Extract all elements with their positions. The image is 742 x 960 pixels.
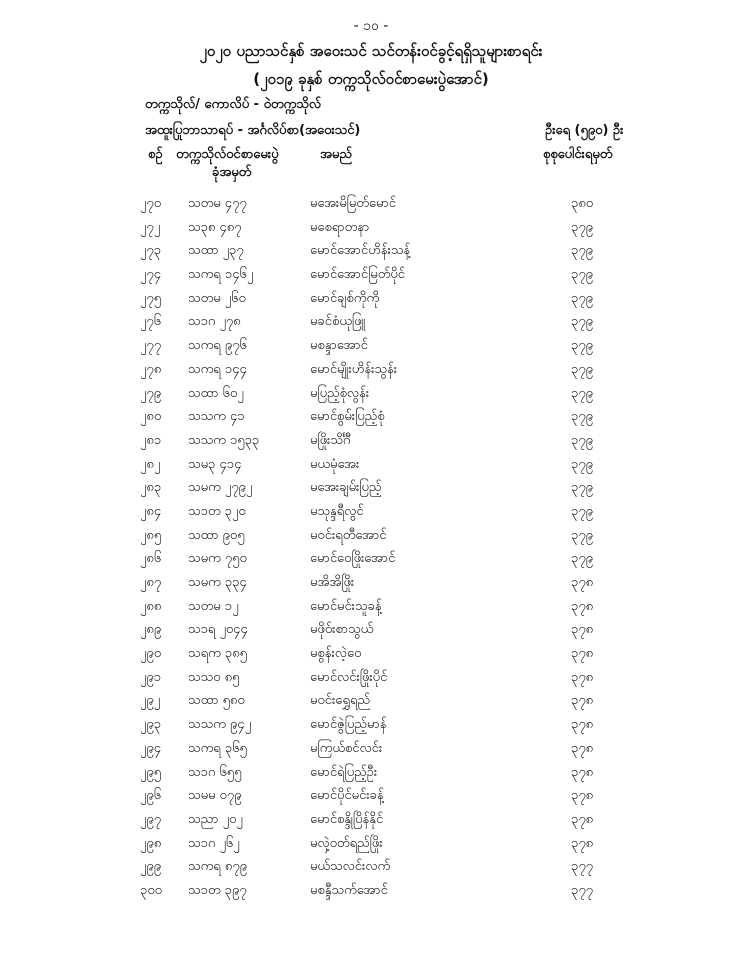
roll-number: သတမ ၂၆၀: [188, 290, 246, 306]
row-number: ၂၉၉: [140, 859, 162, 875]
student-name: မခင်စံယုဖြူ: [310, 314, 366, 330]
total-score: ၃၇၈: [571, 598, 594, 614]
table-row: [0, 858, 742, 882]
table-row: [0, 621, 742, 645]
header-no: စဉ်: [148, 147, 163, 162]
subject-line: အထူးပြုဘာသာရပ် - အင်္ဂလိပ်စာ(အဝေးသင်): [145, 123, 361, 138]
student-name: မအေးချမ်းပြည့်: [310, 480, 382, 496]
table-row: [0, 882, 742, 906]
roll-number: သညာ ၂၀၂: [188, 811, 243, 827]
total-score: ၃၇၈: [571, 646, 594, 662]
student-name: မစန္ဒာအောင်: [310, 338, 368, 354]
student-name: မောင်မျိုးဟိန်းသွန်း: [310, 361, 398, 377]
table-row: [0, 242, 742, 266]
total-score: ၃၇၈: [571, 622, 594, 638]
student-name: မကြယ်စင်လင်း: [310, 740, 383, 756]
row-number: ၂၉၂: [140, 693, 161, 709]
total-score: ၃၇၉: [571, 551, 593, 567]
roll-number: သထာ ၆၀၂: [188, 385, 244, 401]
total-score: ၃၇၈: [571, 764, 594, 780]
results-list: [0, 195, 742, 906]
row-number: ၂၉၆: [140, 788, 162, 804]
table-row: [0, 764, 742, 788]
roll-number: သထာ ၂၃၇: [188, 243, 244, 259]
row-number: ၂၇၇: [140, 338, 162, 354]
total-score: ၃၇၈: [571, 740, 594, 756]
total-score: ၃၇၉: [571, 267, 593, 283]
table-row: [0, 337, 742, 361]
total-score: ၃၇၉: [571, 480, 593, 496]
student-name: မပြည့်စုံလွန်း: [310, 385, 370, 401]
total-score: ၃၇၈: [571, 788, 594, 804]
row-number: ၂၈၈: [140, 598, 162, 614]
table-row: [0, 716, 742, 740]
row-number: ၂၉၀: [140, 646, 162, 662]
table-row: [0, 645, 742, 669]
min-score-line: ဦးရေ (၅၉၀) ဦး: [545, 123, 624, 138]
table-row: [0, 527, 742, 551]
roll-number: သကရ ၈၇၉: [188, 859, 247, 875]
total-score: ၃၇၈: [571, 835, 594, 851]
table-row: [0, 503, 742, 527]
total-score: ၃၇၈: [571, 575, 594, 590]
total-score: ၃၈၀: [571, 196, 594, 211]
roll-number: သရက ၃၈၅: [188, 646, 247, 662]
student-name: မောင်ရဲပြည့်ဦး: [310, 764, 378, 780]
total-score: ၃၇၉: [571, 456, 593, 472]
total-score: ၃၇၈: [571, 717, 594, 733]
document-title: ၂၀၂၀ ပညာသင်နှစ် အဝေးသင် သင်တန်းဝင်ခွင့်ရရှိသူများစာရင်း: [199, 42, 543, 60]
row-number: ၂၇၉: [140, 385, 162, 401]
row-number: ၂၇၈: [140, 361, 162, 377]
row-number: ၂၇၄: [140, 267, 162, 283]
table-row: [0, 385, 742, 409]
header-score: စုစုပေါင်းရမှတ်: [543, 147, 613, 162]
total-score: ၃၇၈: [571, 693, 594, 709]
roll-number: သ၁ဂ ၂၆၂: [188, 835, 240, 851]
row-number: ၂၉၇: [140, 811, 162, 827]
roll-number: သထာ ၉၀၅: [188, 527, 245, 543]
total-score: ၃၇၉: [571, 361, 593, 377]
roll-number: သကရ ၁၄၄: [188, 361, 247, 377]
row-number: ၂၉၅: [140, 764, 162, 780]
table-row: [0, 313, 742, 337]
roll-number: သကရ ၉၇၆: [188, 338, 247, 354]
student-name: မစေရာတနာ: [310, 219, 370, 235]
roll-number: သသက ၉၄၂: [188, 717, 252, 733]
total-score: ၃၇၉: [571, 385, 593, 401]
student-name: မစွန်းလဲ့ဝေ: [310, 646, 362, 662]
roll-number: သ၁ဂ ၂၇၈: [188, 314, 241, 330]
student-name: မောင်အောင်ဟိန်းသန့်: [310, 243, 411, 259]
row-number: ၂၈၀: [140, 409, 162, 425]
total-score: ၃၇၉: [571, 409, 593, 425]
page-number: - ၁၀ -: [353, 18, 389, 34]
student-name: မဝင်းရွှေရည်: [310, 693, 371, 709]
roll-number: သမ၃ ၄၁၄: [188, 456, 242, 472]
header-roll: တက္ကသိုလ်ဝင်စာမေးပွဲ: [176, 147, 279, 162]
student-name: မသုန္ဒရီလွင်: [310, 503, 364, 519]
table-row: [0, 740, 742, 764]
roll-number: သမက ၂၇၉၂: [188, 480, 253, 496]
row-number: ၂၉၁: [140, 669, 162, 685]
row-number: ၂၉၈: [140, 835, 162, 851]
total-score: ၃၇၉: [571, 432, 593, 448]
student-name: မယ်သလင်းလက်: [310, 859, 391, 875]
student-name: မောင်စန္ဒိုပြိန်နိုင်: [310, 811, 384, 827]
student-name: မယမုံအေး: [310, 456, 360, 472]
roll-number: သသက ၄၁: [188, 409, 245, 425]
roll-number: သ၁တ ၃၂၀: [188, 503, 246, 519]
roll-number: သမက ၇၅၀: [188, 551, 247, 567]
table-row: [0, 361, 742, 385]
student-name: မောင်ချစ်ကိုကို: [310, 290, 380, 306]
row-number: ၂၈၃: [140, 480, 162, 496]
table-row: [0, 692, 742, 716]
table-row: [0, 456, 742, 480]
row-number: ၂၈၅: [140, 527, 162, 543]
total-score: ၃၇၇: [571, 859, 593, 875]
total-score: ၃၇၉: [571, 314, 593, 330]
total-score: ၃၇၇: [571, 882, 593, 898]
student-name: မအိအိဖြိုး: [310, 575, 355, 590]
total-score: ၃၇၉: [571, 219, 593, 235]
roll-number: သ၁ရ ၂၀၄၄: [188, 622, 248, 638]
header-roll-number: ခုံအမှတ်: [212, 165, 252, 180]
student-name: မောင်အောင်မြတ်ပိုင်: [310, 267, 405, 283]
table-row: [0, 219, 742, 243]
row-number: ၂၈၇: [140, 575, 162, 590]
student-name: မောင်လင်းဖြိုးပိုင်: [310, 669, 388, 685]
student-name: မအေးမိမြတ်မောင်: [310, 196, 396, 211]
student-name: မောင်စွမ်းပြည့်စုံ: [310, 409, 385, 425]
student-name: မောင်မင်းသူခန့်: [310, 598, 382, 614]
table-row: [0, 787, 742, 811]
student-name: မဖြိုးသိင်္ဂီ: [310, 432, 352, 448]
roll-number: သတမ ၄၇၇: [188, 196, 247, 211]
roll-number: သသ၀ ၈၅: [188, 669, 240, 685]
header-name: အမည်: [320, 147, 352, 162]
table-row: [0, 669, 742, 693]
roll-number: သမက ၃၃၄: [188, 575, 247, 590]
total-score: ၃၇၉: [571, 290, 593, 306]
row-number: ၂၇၆: [140, 314, 162, 330]
row-number: ၂၇၃: [140, 243, 162, 259]
row-number: ၂၈၉: [140, 622, 162, 638]
roll-number: သတမ ၁၂: [188, 598, 239, 614]
student-name: မောင်ဇွဲပြည့်မာန်: [310, 717, 387, 733]
table-row: [0, 574, 742, 598]
roll-number: သ၃၈ ၄၈၇: [188, 219, 242, 235]
row-number: ၂၉၃: [140, 717, 162, 733]
total-score: ၃၇၉: [571, 338, 593, 354]
row-number: ၂၇၂: [140, 219, 161, 235]
row-number: ၂၈၂: [140, 456, 161, 472]
row-number: ၂၇၀: [140, 196, 162, 211]
row-number: ၂၈၁: [140, 432, 162, 448]
total-score: ၃၇၉: [571, 527, 593, 543]
student-name: မောင်ဝေဖြိုးအောင်: [310, 551, 396, 567]
row-number: ၂၇၅: [140, 290, 162, 306]
total-score: ၃၇၈: [571, 811, 594, 827]
total-score: ၃၇၉: [571, 503, 593, 519]
student-name: မစန္ဒီသက်အောင်: [310, 882, 388, 898]
table-row: [0, 811, 742, 835]
document-subtitle: (၂၀၁၉ ခုနှစ် တက္ကသိုလ်ဝင်စာမေးပွဲအောင်): [253, 70, 489, 88]
table-row: [0, 598, 742, 622]
roll-number: သကရ ၁၄၆၂: [188, 267, 254, 283]
table-row: [0, 479, 742, 503]
roll-number: သ၁တ ၃၉၇: [188, 882, 247, 898]
table-row: [0, 195, 742, 219]
total-score: ၃၇၉: [571, 243, 593, 259]
roll-number: သသက ၁၅၃၃: [188, 432, 260, 448]
roll-number: သမမ ၀၇၉: [188, 788, 242, 804]
student-name: မောင်ပိုင်မင်းခန့်: [310, 788, 384, 804]
row-number: ၂၉၄: [140, 740, 162, 756]
row-number: ၂၈၆: [140, 551, 162, 567]
table-row: [0, 266, 742, 290]
row-number: ၂၈၄: [140, 503, 162, 519]
table-row: [0, 290, 742, 314]
table-row: [0, 835, 742, 859]
table-row: [0, 408, 742, 432]
student-name: မဝင်းရတီအောင်: [310, 527, 387, 543]
roll-number: သကရ ၃၆၅: [188, 740, 247, 756]
university-line: တက္ကသိုလ်/ ကောလိပ် - ဝဲတက္ကသိုလ်: [145, 97, 322, 112]
table-row: [0, 550, 742, 574]
table-row: [0, 432, 742, 456]
student-name: မဖိုဝ်းစာသွယ်: [310, 622, 374, 638]
student-name: မလှဲ့ဝတ်ရည်ဖြိုး: [310, 835, 383, 851]
roll-number: သ၁ဂ ၆၅၅: [188, 764, 242, 780]
row-number: ၃၀၀: [140, 882, 162, 898]
total-score: ၃၇၈: [571, 669, 594, 685]
roll-number: သထာ ၅၈၀: [188, 693, 245, 709]
